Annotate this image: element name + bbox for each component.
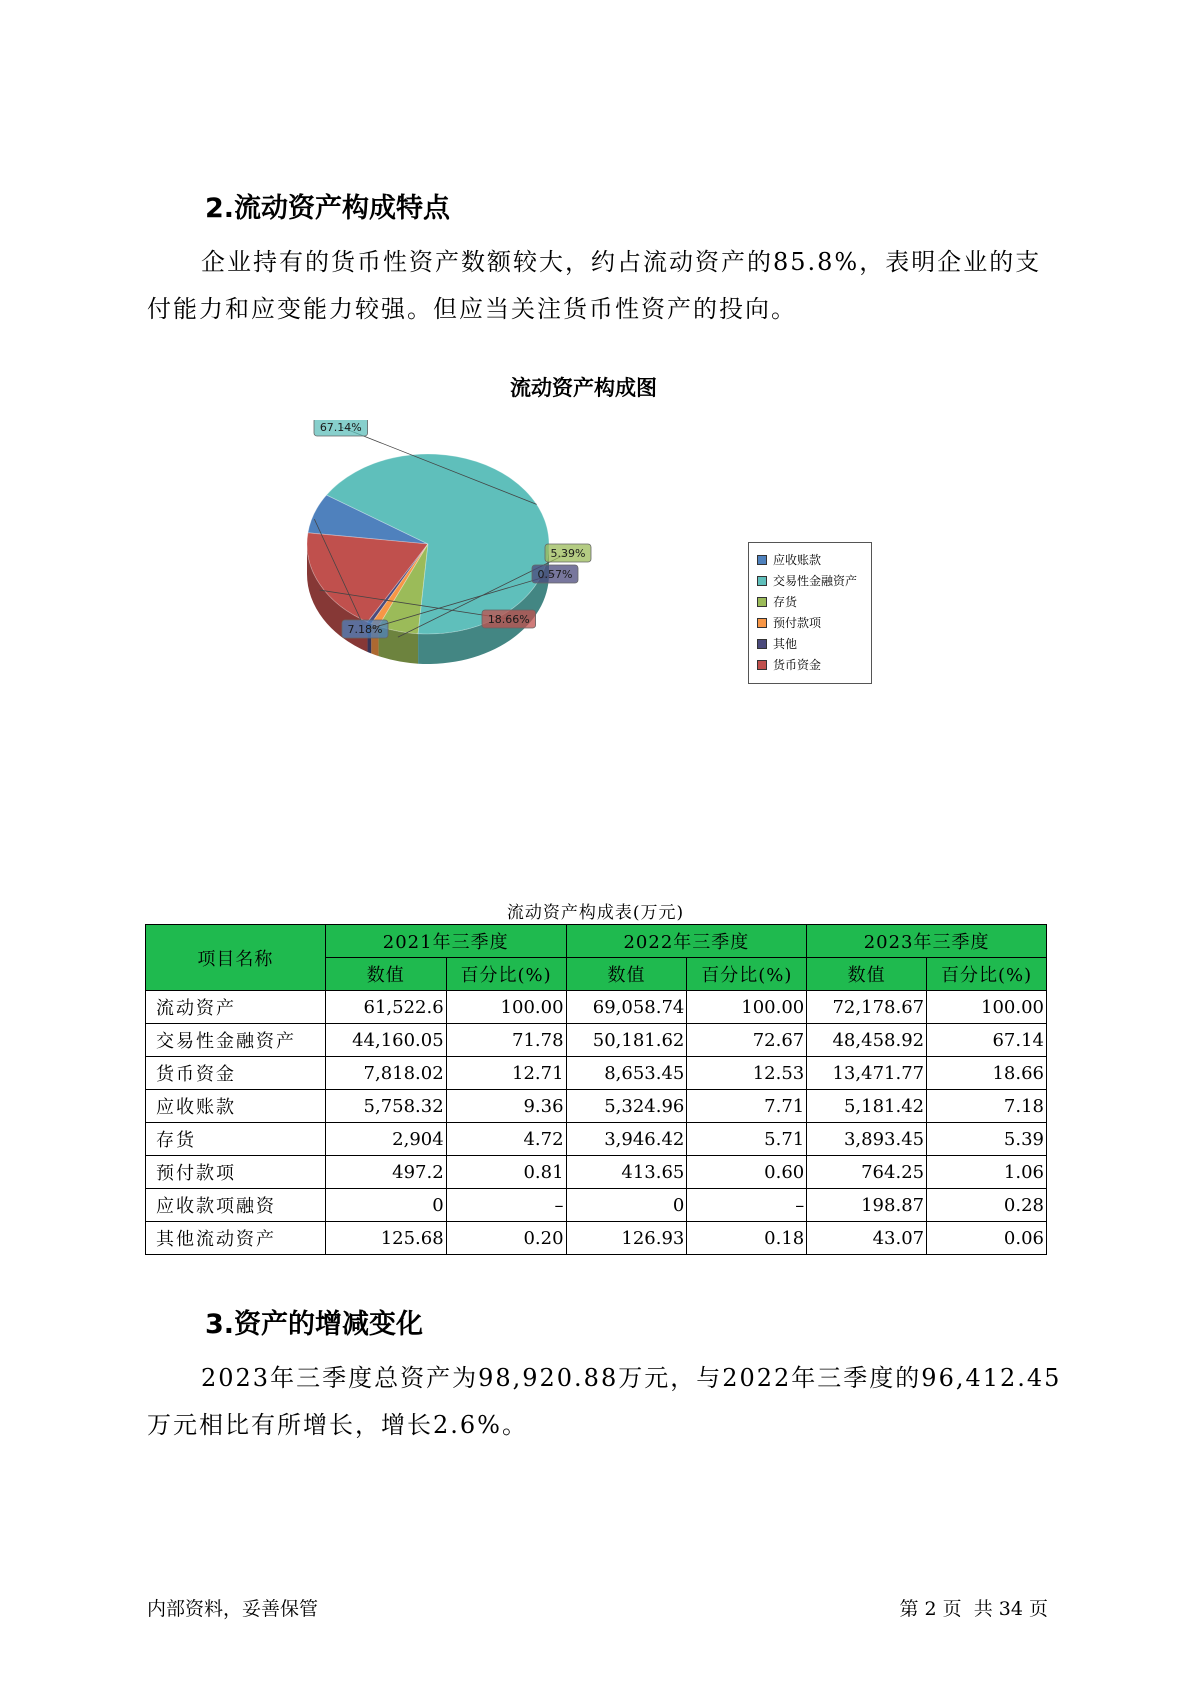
percent-cell: 72.67 <box>687 1024 807 1057</box>
legend-item <box>757 570 863 591</box>
table-row <box>146 1024 1047 1057</box>
value-cell: 5,181.42 <box>807 1090 927 1123</box>
data-label: 5.39% <box>550 547 586 560</box>
percent-cell: 5.39 <box>927 1123 1047 1156</box>
percent-cell: 4.72 <box>446 1123 566 1156</box>
section-paragraph-current-assets <box>147 239 1062 333</box>
chart-legend <box>748 542 872 684</box>
percent-cell: 7.71 <box>687 1090 807 1123</box>
pie-chart <box>280 420 640 690</box>
header-period: 2023年三季度 <box>807 925 1047 958</box>
value-cell: 8,653.45 <box>566 1057 687 1090</box>
chart-title: 流动资产构成图 <box>510 376 657 400</box>
legend-swatch <box>757 597 767 607</box>
value-cell: 3,946.42 <box>566 1123 687 1156</box>
header-item-name: 项目名称 <box>146 925 326 991</box>
table-row <box>146 1156 1047 1189</box>
data-label: 18.66% <box>487 613 530 626</box>
value-cell: 7,818.02 <box>325 1057 446 1090</box>
percent-cell: 0.20 <box>446 1222 566 1255</box>
legend-item <box>757 654 863 675</box>
legend-item <box>757 612 863 633</box>
value-cell: 0 <box>566 1189 687 1222</box>
table-row <box>146 991 1047 1024</box>
value-cell: 44,160.05 <box>325 1024 446 1057</box>
paragraph-text: 企业持有的货币性资产数额较大，约占流动资产的85.8%，表明企业的支付能力和应变能力较强。但应当关注货币性资产的投向。 <box>147 248 1042 323</box>
legend-label: 存货 <box>773 595 798 609</box>
header-percent: 百分比(%) <box>927 958 1047 991</box>
legend-label: 货币资金 <box>773 658 822 672</box>
row-label: 预付款项 <box>146 1156 326 1189</box>
footer-confidential: 内部资料，妥善保管 <box>147 1598 319 1620</box>
header-period: 2022年三季度 <box>566 925 807 958</box>
section-paragraph-asset-change <box>147 1355 1062 1449</box>
header-percent: 百分比(%) <box>687 958 807 991</box>
table-row <box>146 1222 1047 1255</box>
value-cell: 48,458.92 <box>807 1024 927 1057</box>
value-cell: 0 <box>325 1189 446 1222</box>
value-cell: 69,058.74 <box>566 991 687 1024</box>
value-cell: 3,893.45 <box>807 1123 927 1156</box>
legend-swatch <box>757 618 767 628</box>
legend-swatch <box>757 639 767 649</box>
percent-cell: 12.71 <box>446 1057 566 1090</box>
table-row <box>146 1123 1047 1156</box>
percent-cell: 1.06 <box>927 1156 1047 1189</box>
row-label: 货币资金 <box>146 1057 326 1090</box>
legend-label: 交易性金融资产 <box>773 574 858 588</box>
percent-cell: 5.71 <box>687 1123 807 1156</box>
percent-cell: 9.36 <box>446 1090 566 1123</box>
value-cell: 497.2 <box>325 1156 446 1189</box>
value-cell: 50,181.62 <box>566 1024 687 1057</box>
row-label: 流动资产 <box>146 991 326 1024</box>
data-label: 0.57% <box>537 568 573 581</box>
legend-label: 预付款项 <box>773 616 822 630</box>
value-cell: 61,522.6 <box>325 991 446 1024</box>
row-label: 存货 <box>146 1123 326 1156</box>
data-label: 67.14% <box>319 421 362 434</box>
percent-cell: 67.14 <box>927 1024 1047 1057</box>
value-cell: 125.68 <box>325 1222 446 1255</box>
header-value: 数值 <box>807 958 927 991</box>
header-percent: 百分比(%) <box>446 958 566 991</box>
percent-cell: 100.00 <box>446 991 566 1024</box>
table-row <box>146 1189 1047 1222</box>
percent-cell: 0.81 <box>446 1156 566 1189</box>
section-heading-current-assets: 2.流动资产构成特点 <box>205 193 451 224</box>
value-cell: 5,758.32 <box>325 1090 446 1123</box>
value-cell: 413.65 <box>566 1156 687 1189</box>
header-value: 数值 <box>325 958 446 991</box>
percent-cell: 0.06 <box>927 1222 1047 1255</box>
data-label: 7.18% <box>347 623 383 636</box>
table-caption: 流动资产构成表(万元) <box>506 903 685 923</box>
row-label: 应收款项融资 <box>146 1189 326 1222</box>
percent-cell: 100.00 <box>927 991 1047 1024</box>
value-cell: 5,324.96 <box>566 1090 687 1123</box>
percent-cell: 18.66 <box>927 1057 1047 1090</box>
value-cell: 43.07 <box>807 1222 927 1255</box>
value-cell: 764.25 <box>807 1156 927 1189</box>
percent-cell: – <box>446 1189 566 1222</box>
value-cell: 72,178.67 <box>807 991 927 1024</box>
value-cell: 126.93 <box>566 1222 687 1255</box>
legend-item <box>757 591 863 612</box>
percent-cell: 71.78 <box>446 1024 566 1057</box>
row-label: 交易性金融资产 <box>146 1024 326 1057</box>
percent-cell: 0.18 <box>687 1222 807 1255</box>
row-label: 其他流动资产 <box>146 1222 326 1255</box>
percent-cell: – <box>687 1189 807 1222</box>
legend-swatch <box>757 555 767 565</box>
legend-item <box>757 549 863 570</box>
percent-cell: 7.18 <box>927 1090 1047 1123</box>
legend-item <box>757 633 863 654</box>
value-cell: 13,471.77 <box>807 1057 927 1090</box>
header-value: 数值 <box>566 958 687 991</box>
current-assets-table <box>145 924 1047 1255</box>
legend-swatch <box>757 660 767 670</box>
table-row <box>146 1057 1047 1090</box>
value-cell: 2,904 <box>325 1123 446 1156</box>
section-heading-asset-change: 3.资产的增减变化 <box>205 1309 424 1340</box>
value-cell: 198.87 <box>807 1189 927 1222</box>
legend-label: 其他 <box>773 637 798 651</box>
table-row <box>146 1090 1047 1123</box>
row-label: 应收账款 <box>146 1090 326 1123</box>
footer-page-number: 第 2 页 共 34 页 <box>899 1598 1048 1620</box>
percent-cell: 100.00 <box>687 991 807 1024</box>
percent-cell: 0.60 <box>687 1156 807 1189</box>
paragraph-text: 2023年三季度总资产为98,920.88万元，与2022年三季度的96,412.45万元相比有所增长，增长2.6%。 <box>147 1364 1062 1439</box>
legend-swatch <box>757 576 767 586</box>
percent-cell: 12.53 <box>687 1057 807 1090</box>
legend-label: 应收账款 <box>773 553 822 567</box>
percent-cell: 0.28 <box>927 1189 1047 1222</box>
header-period: 2021年三季度 <box>325 925 566 958</box>
